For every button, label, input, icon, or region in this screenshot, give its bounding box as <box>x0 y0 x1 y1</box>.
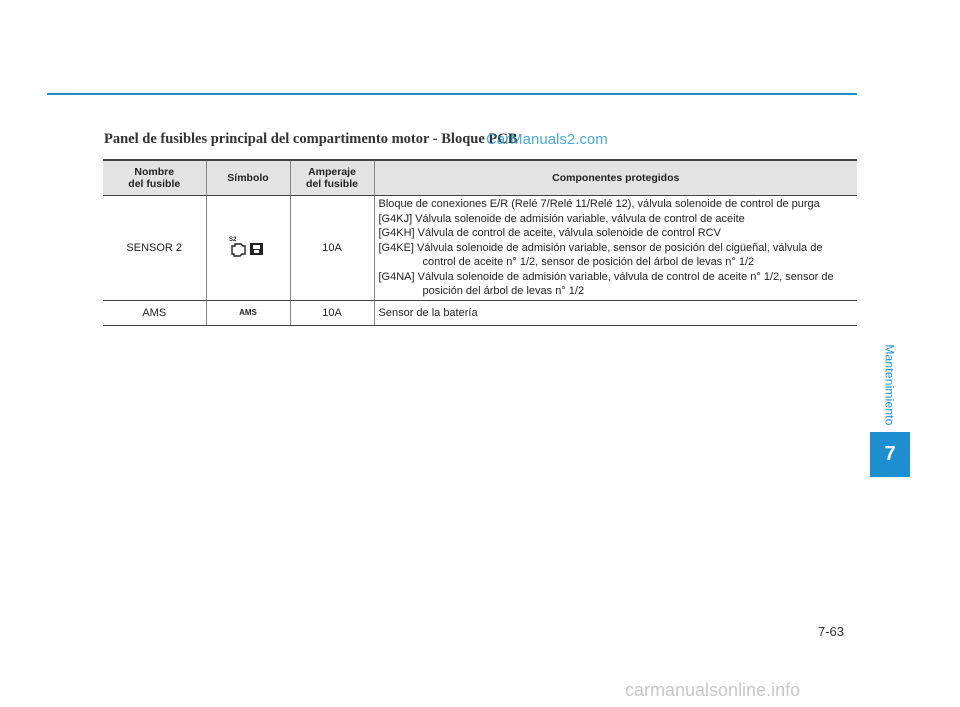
components-cell: Sensor de la batería <box>374 301 857 326</box>
ams-symbol: AMS <box>239 308 257 318</box>
components-cell <box>374 196 857 301</box>
component-line: Bloque de conexiones E/R (Relé 7/Relé 11/Relé 12), válvula solenoide de control de purga <box>378 198 820 211</box>
page-number: 7-63 <box>818 624 845 639</box>
table-row <box>103 196 857 301</box>
fuse-name-cell: AMS <box>103 301 206 326</box>
component-line: [G4KJ] Válvula solenoide de admisión variable, válvula de control de aceite <box>378 212 745 225</box>
symbol-cell <box>206 196 290 301</box>
footer-watermark: carmanualsonline.info <box>625 680 801 700</box>
fuse-name-cell: SENSOR 2 <box>103 196 206 301</box>
component-line: [G4KH] Válvula de control de aceite, válvula solenoide de control RCV <box>378 227 721 240</box>
header-symbol: Símbolo <box>206 160 290 196</box>
svg-text:S2: S2 <box>229 236 237 243</box>
engine-sensor-2-icon <box>227 234 269 258</box>
symbol-cell <box>206 301 290 326</box>
amperage-cell: 10A <box>290 196 374 301</box>
amperage-cell: 10A <box>290 301 374 326</box>
sidebar-section-label: Mantenimiento <box>883 344 897 426</box>
fuse-table <box>103 159 857 326</box>
header-amperage: Amperaje del fusible <box>290 160 374 196</box>
header-fuse-name: Nombre del fusible <box>103 160 206 196</box>
chapter-tab: 7 <box>870 432 910 477</box>
table-row <box>103 301 857 326</box>
watermark-carmanuals2: CarManuals2.com <box>486 131 608 148</box>
section-title: Panel de fusibles principal del compartimento motor - Bloque PCB <box>104 131 518 147</box>
header-components: Componentes protegidos <box>374 160 857 196</box>
component-line: [G4NA] Válvula solenoide de admisión variable, válvula de control de aceite n° 1/2, sensor de posición del árbol de levas n° 1/2 <box>378 270 834 298</box>
top-divider <box>47 93 857 95</box>
table-header-row <box>103 160 857 196</box>
component-line: [G4KE] Válvula solenoide de admisión variable, sensor de posición del cigüeñal, válvula de control de aceite n° 1/2, sensor de posición del árbol de levas n° 1/2 <box>378 241 823 269</box>
